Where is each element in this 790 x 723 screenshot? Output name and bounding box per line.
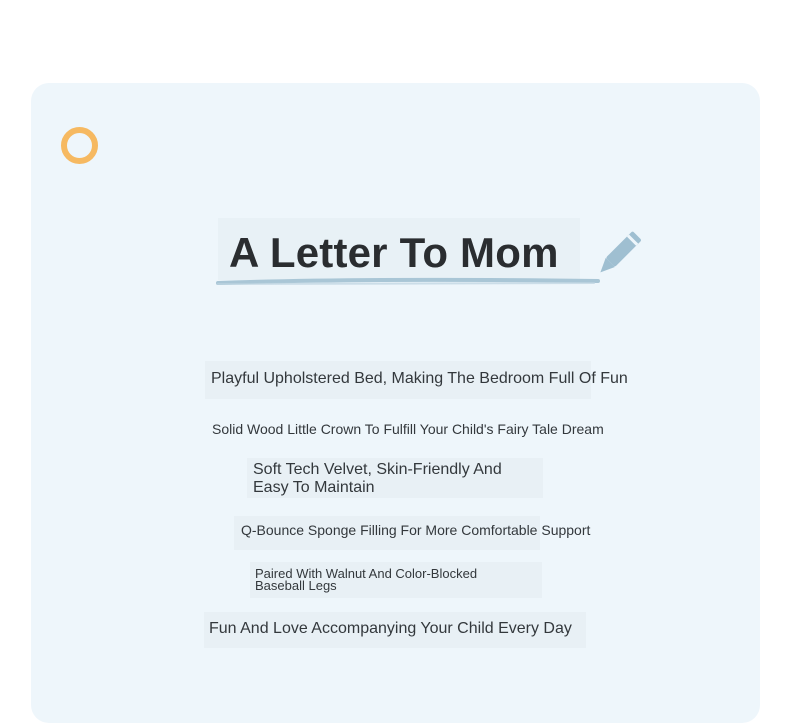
feature-item: Paired With Walnut And Color-Blocked Baseball Legs [255,566,478,593]
pencil-icon [591,229,643,281]
feature-item: Fun And Love Accompanying Your Child Every Day [209,620,572,637]
feature-item: Soft Tech Velvet, Skin-Friendly And Easy To Maintain [253,461,502,496]
ring-icon [61,127,98,164]
title-underline [214,274,604,290]
feature-item: Q-Bounce Sponge Filling For More Comfortable Support [241,522,591,538]
page-title: A Letter To Mom [229,229,559,276]
feature-item: Solid Wood Little Crown To Fulfill Your Child's Fairy Tale Dream [212,421,604,437]
feature-item: Playful Upholstered Bed, Making The Bedroom Full Of Fun [211,370,628,387]
